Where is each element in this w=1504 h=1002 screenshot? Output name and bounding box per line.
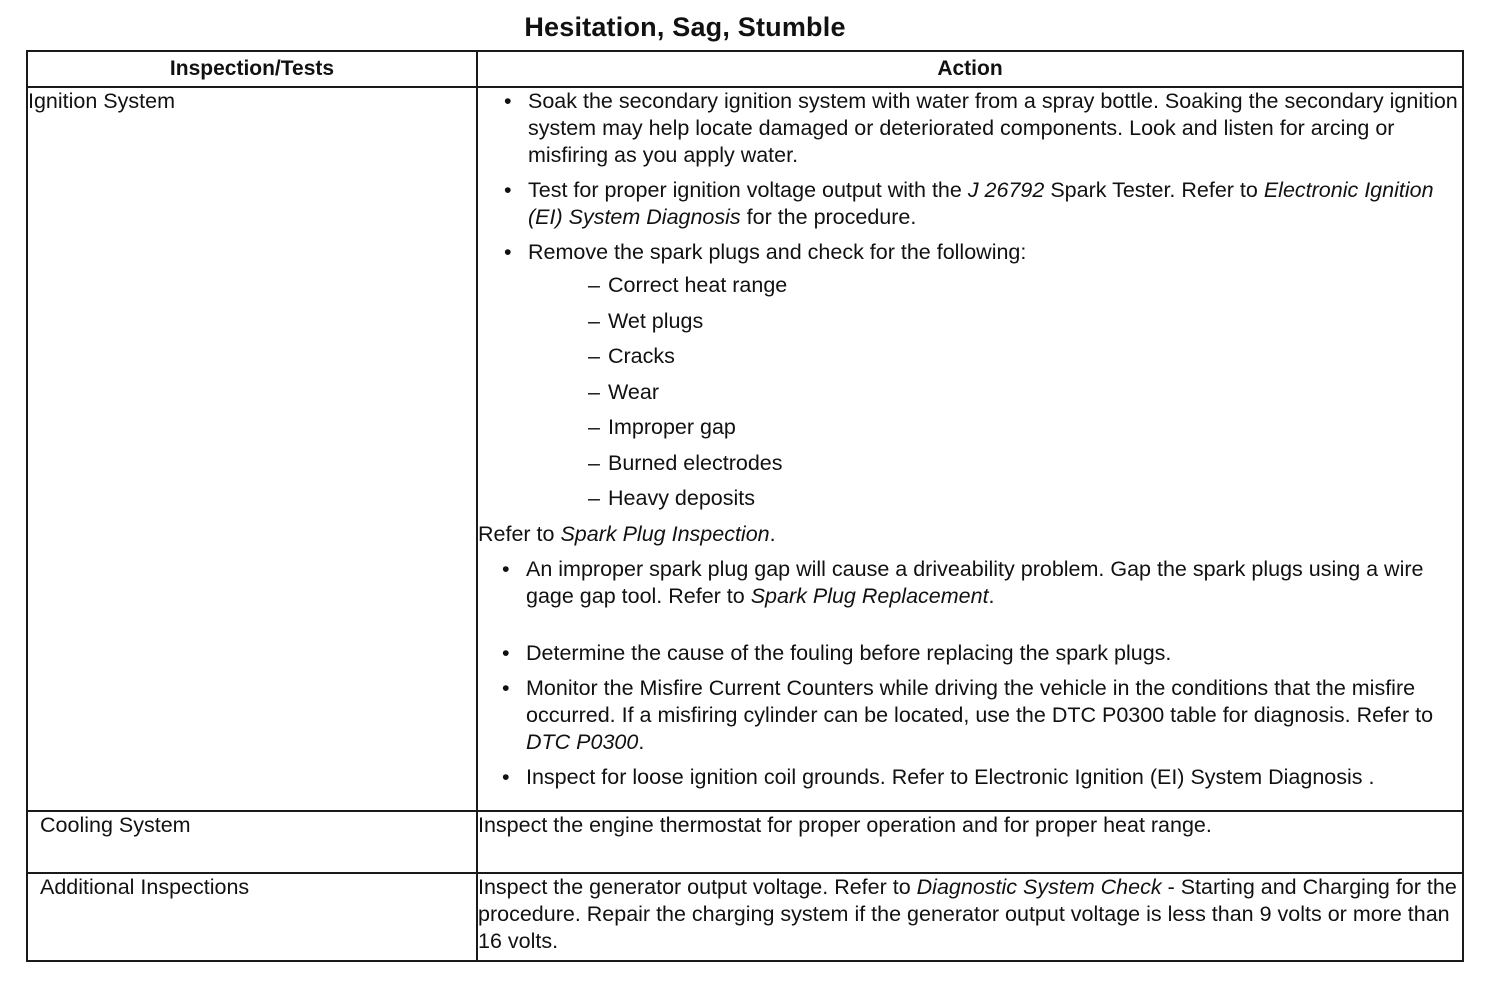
bullet-coil-grounds: • Inspect for loose ignition coil grounds. Refer to Electronic Ignition (EI) System Diagnosis . [478, 764, 1462, 791]
ref-spark-plug-inspection: Spark Plug Inspection [560, 521, 770, 546]
additional-action: Inspect the generator output voltage. Refer to Diagnostic System Check - Starting and Charging for the procedure. Repair the charging system if the generator output voltage is less than 9 volts or more than 16 volts. [477, 873, 1463, 961]
cooling-action: Inspect the engine thermostat for proper operation and for proper heat range. [477, 811, 1463, 873]
list-item: – Wear [528, 379, 1462, 406]
ignition-bullet-list [478, 88, 1462, 512]
ignition-system-label: Ignition System [27, 87, 477, 811]
list-item: – Heavy deposits [528, 485, 1462, 512]
ref-dtc-p0300: DTC P0300 [526, 729, 639, 754]
list-item: – Cracks [528, 343, 1462, 370]
list-item: – Improper gap [528, 414, 1462, 441]
plug-check-list [528, 272, 1462, 512]
ignition-bullet-list-2 [478, 556, 1462, 791]
list-item: – Wet plugs [528, 308, 1462, 335]
additional-inspections-label: Additional Inspections [27, 873, 477, 961]
page-title: Hesitation, Sag, Stumble [524, 12, 846, 42]
bullet-plug-gap: • An improper spark plug gap will cause a driveability problem. Gap the spark plugs using a wire gage gap tool. Refer to Spark Plug Replacement. [478, 556, 1462, 610]
ref-diagnostic-system-check: Diagnostic System Check [916, 875, 1162, 899]
table-row-ignition [27, 87, 1463, 811]
cooling-system-label: Cooling System [27, 811, 477, 873]
table-header-row [27, 51, 1463, 87]
list-item: – Burned electrodes [528, 450, 1462, 477]
bullet-remove-plugs: • Remove the spark plugs and check for the following: – Correct heat range – Wet plugs – Cracks – Wear – Improper gap – Burned electrodes – Heavy deposits [478, 239, 1462, 512]
table-row-cooling [27, 811, 1463, 873]
tool-number: J 26792 [967, 178, 1045, 202]
bullet-test-voltage: • Test for proper ignition voltage output with the J 26792 Spark Tester. Refer to Electronic Ignition (EI) System Diagnosis for the procedure. [478, 177, 1462, 231]
action-header: Action [477, 51, 1463, 87]
inspection-header: Inspection/Tests [27, 51, 477, 87]
bullet-soak-ignition: • Soak the secondary ignition system with water from a spray bottle. Soaking the secondary ignition system may help locate damaged or deteriorated components. Look and listen for arcing or misfiring as you apply water. [478, 88, 1462, 169]
ref-ei-diagnosis: Electronic Ignition (EI) System Diagnosis [528, 178, 1434, 229]
ref-spark-plug-replacement: Spark Plug Replacement [750, 583, 989, 608]
bullet-misfire-counters: • Monitor the Misfire Current Counters while driving the vehicle in the conditions that the misfire occurred. If a misfiring cylinder can be located, use the DTC P0300 table for diagnosis. Refer to DTC P0300. [478, 675, 1462, 756]
list-item: – Correct heat range [528, 272, 1462, 299]
table-row-additional [27, 873, 1463, 961]
diagnosis-table [26, 50, 1464, 962]
refer-spark-plug-inspection: Refer to Spark Plug Inspection. [478, 521, 776, 546]
bullet-fouling-cause: • Determine the cause of the fouling before replacing the spark plugs. [478, 640, 1462, 667]
ignition-actions [477, 87, 1463, 811]
